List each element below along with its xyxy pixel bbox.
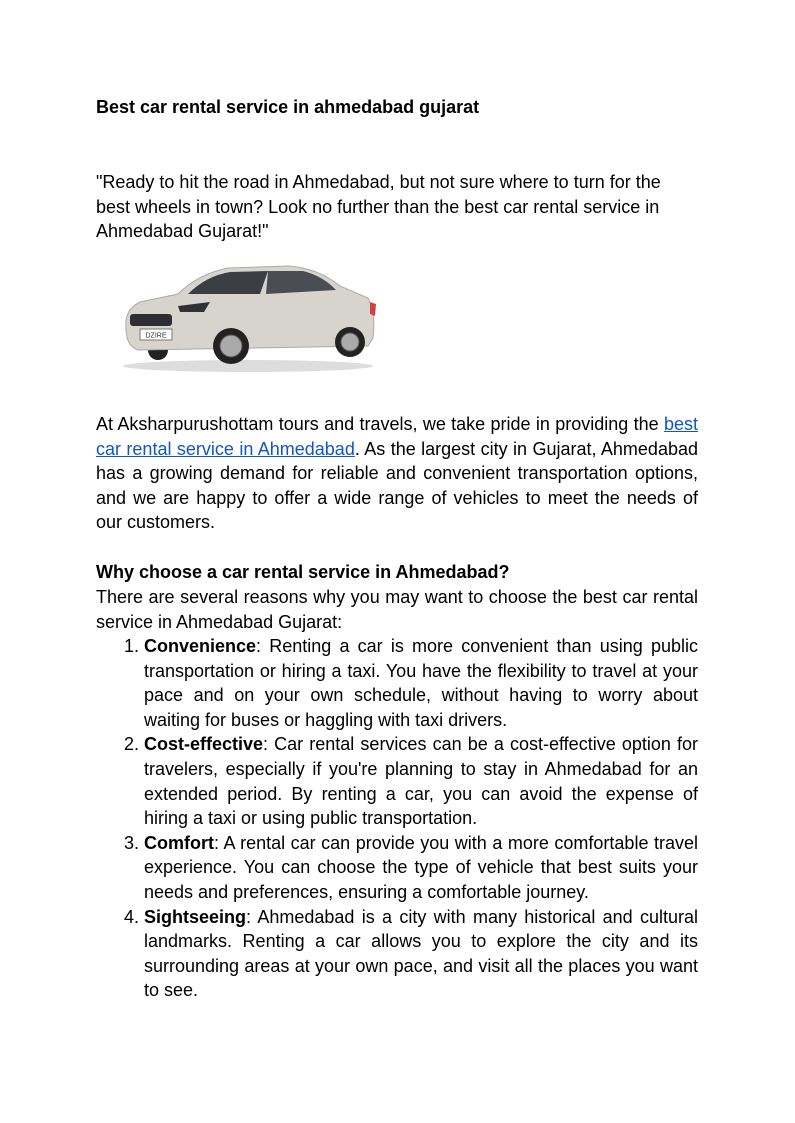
reason-text: : Renting a car is more convenient than using public transportation or hiring a taxi. You have the flexibility to travel at your pace and on your own schedule, without having to worry about waiting for buses or haggling with taxi drivers. bbox=[144, 636, 698, 730]
car-badge-text: DZIRE bbox=[145, 332, 167, 340]
about-paragraph bbox=[96, 412, 698, 535]
reason-term: Cost-effective bbox=[144, 734, 264, 755]
section-heading: Why choose a car rental service in Ahmedabad? bbox=[96, 562, 510, 582]
list-item bbox=[144, 732, 698, 830]
about-text-before: At Aksharpurushottam tours and travels, we take pride in providing the bbox=[96, 414, 664, 434]
car-image bbox=[118, 258, 380, 374]
list-item bbox=[144, 831, 698, 905]
car-rental-link[interactable]: best car rental service in Ahmedabad bbox=[96, 414, 698, 459]
reasons-intro: There are several reasons why you may want to choose the best car rental service in Ahmedabad Gujarat: bbox=[96, 587, 698, 632]
document-title: Best car rental service in ahmedabad gujarat bbox=[96, 97, 480, 117]
list-item bbox=[144, 905, 698, 1003]
reasons-list bbox=[96, 634, 698, 1003]
reason-term: Sightseeing bbox=[144, 906, 247, 927]
reason-term: Comfort bbox=[144, 832, 214, 853]
reason-text: : Ahmedabad is a city with many historical and cultural landmarks. Renting a car allows you to explore the city and its surrounding areas at your own pace, and visit all the places you want to see. bbox=[144, 906, 698, 1001]
list-item bbox=[144, 634, 698, 732]
reason-text: : Car rental services can be a cost-effective option for travelers, especially if you're planning to stay in Ahmedabad for an extended period. By renting a car, you can avoid the expense of hiring a taxi or using public transportation. bbox=[144, 734, 698, 829]
about-text-after: . As the largest city in Gujarat, Ahmedabad has a growing demand for reliable and convenient transportation options, and we are happy to offer a wide range of vehicles to meet the needs of our customers. bbox=[96, 438, 698, 533]
intro-paragraph: "Ready to hit the road in Ahmedabad, but not sure where to turn for the best wheels in town? Look no further than the best car rental service in Ahmedabad Gujarat!" bbox=[96, 172, 661, 242]
reason-text: : A rental car can provide you with a more comfortable travel experience. You can choose the type of vehicle that best suits your needs and preferences, ensuring a comfortable journey. bbox=[144, 832, 698, 902]
reason-term: Convenience bbox=[144, 636, 257, 656]
